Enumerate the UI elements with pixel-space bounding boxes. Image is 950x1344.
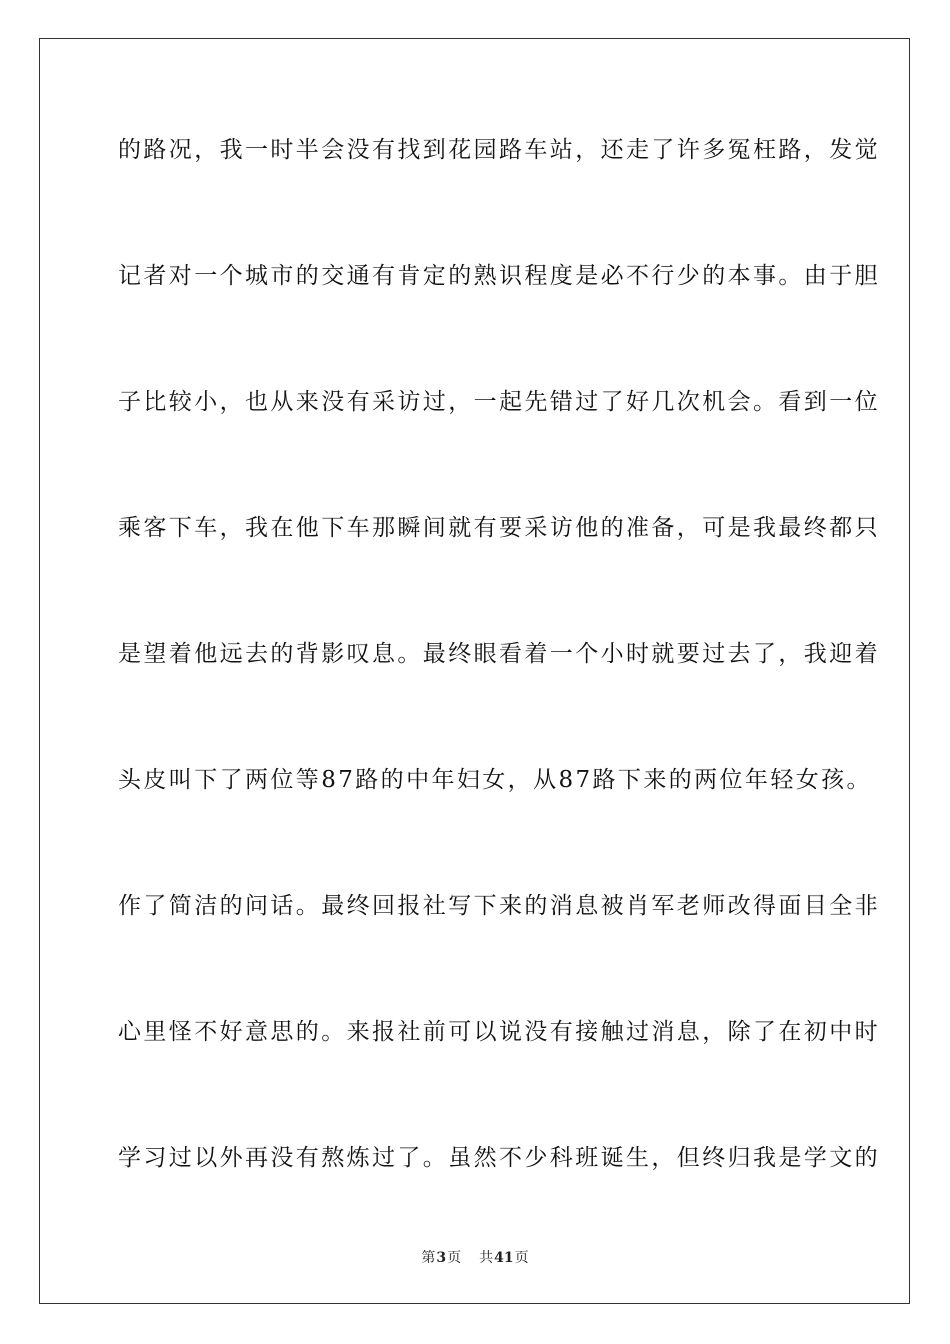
total-prefix: 共 (479, 1250, 494, 1266)
text-line-content: 乘客下车，我在他下车那瞬间就有要采访他的准备，可是我最终都只 (118, 515, 880, 541)
text-line-content: 心里怪不好意思的。来报社前可以说没有接触过消息，除了在初中时 (118, 1019, 880, 1045)
text-line (118, 244, 880, 370)
text-line (118, 748, 872, 874)
text-line (118, 496, 880, 622)
text-line (118, 874, 880, 1000)
text-line-content: 头皮叫下了两位等87路的中年妇女，从87路下来的两位年轻女孩。 (118, 767, 872, 793)
text-line-content: 学习过以外再没有熬炼过了。虽然不少科班诞生，但终归我是学文的 (118, 1145, 880, 1171)
text-line (118, 1126, 880, 1252)
total-pages: 41 (494, 1250, 514, 1266)
page-prefix: 第 (421, 1250, 436, 1266)
text-line-content: 的路况，我一时半会没有找到花园路车站，还走了许多冤枉路，发觉 (118, 137, 880, 163)
page-suffix: 页 (447, 1250, 462, 1266)
text-line-content: 记者对一个城市的交通有肯定的熟识程度是必不行少的本事。由于胆 (118, 263, 880, 289)
text-line-content: 作了简洁的问话。最终回报社写下来的消息被肖军老师改得面目全非 (118, 893, 880, 919)
text-line (118, 370, 880, 496)
text-line-content: 是望着他远去的背影叹息。最终眼看着一个小时就要过去了，我迎着 (118, 641, 880, 667)
text-line (118, 622, 880, 748)
document-body (118, 118, 880, 1252)
text-line (118, 118, 880, 244)
page-number: 3 (436, 1250, 447, 1266)
text-line (118, 1000, 880, 1126)
text-line-content: 子比较小，也从来没有采访过，一起先错过了好几次机会。看到一位 (118, 389, 880, 415)
page-footer (0, 1247, 950, 1267)
total-suffix: 页 (514, 1250, 529, 1266)
